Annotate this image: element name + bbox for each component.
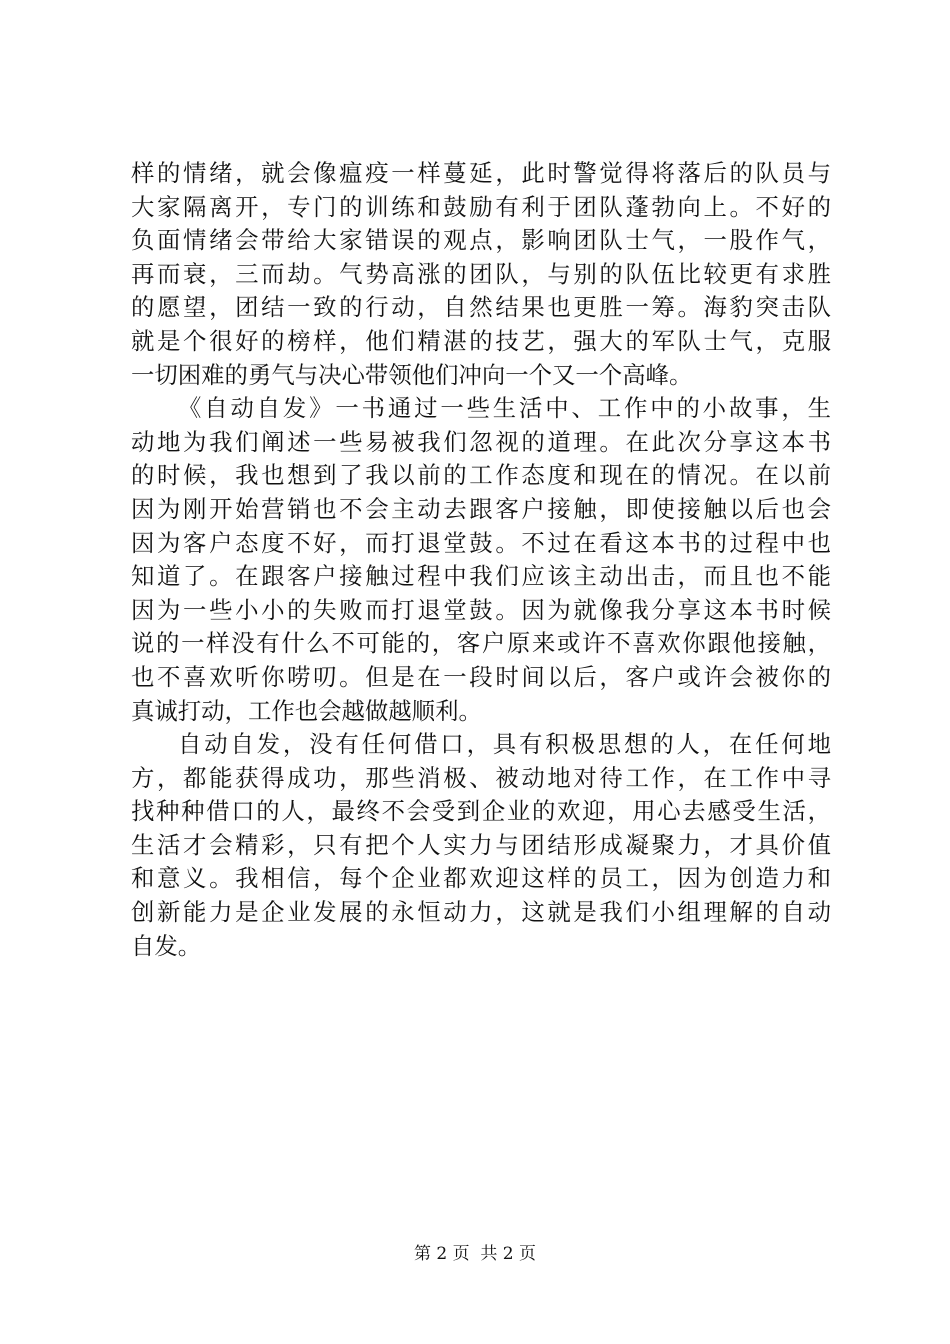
text-line: 说的一样没有什么不可能的，客户原来或许不喜欢你跟他接触， <box>131 629 831 658</box>
text-line: 就是个很好的榜样，他们精湛的技艺，强大的军队士气，克服 <box>131 326 831 355</box>
text-line: 因为客户态度不好，而打退堂鼓。不过在看这本书的过程中也 <box>131 528 831 557</box>
text-line: 再而衰，三而劫。气势高涨的团队，与别的队伍比较更有求胜 <box>131 259 831 288</box>
text-line: 创新能力是企业发展的永恒动力，这就是我们小组理解的自动 <box>131 898 831 927</box>
text-line: 方，都能获得成功，那些消极、被动地对待工作，在工作中寻 <box>131 763 831 792</box>
text-line: 动地为我们阐述一些易被我们忽视的道理。在此次分享这本书 <box>131 427 831 456</box>
text-line: 生活才会精彩，只有把个人实力与团结形成凝聚力，才具价值 <box>131 830 831 859</box>
text-line: 大家隔离开，专门的训练和鼓励有利于团队蓬勃向上。不好的 <box>131 192 831 221</box>
text-line: 找种种借口的人，最终不会受到企业的欢迎，用心去感受生活， <box>131 797 831 826</box>
document-body <box>131 157 831 963</box>
text-line: 《自动自发》一书通过一些生活中、工作中的小故事，生 <box>178 394 831 423</box>
text-line: 也不喜欢听你唠叨。但是在一段时间以后，客户或许会被你的 <box>131 662 831 691</box>
text-line: 的时候，我也想到了我以前的工作态度和现在的情况。在以前 <box>131 461 831 490</box>
text-line: 一切困难的勇气与决心带领他们冲向一个又一个高峰。 <box>131 360 693 389</box>
text-line: 因为刚开始营销也不会主动去跟客户接触，即使接触以后也会 <box>131 494 831 523</box>
text-line: 因为一些小小的失败而打退堂鼓。因为就像我分享这本书时候 <box>131 595 831 624</box>
text-line: 负面情绪会带给大家错误的观点，影响团队士气，一股作气， <box>131 226 831 255</box>
paragraph <box>131 728 831 963</box>
text-line: 自发。 <box>131 931 202 960</box>
text-line: 自动自发，没有任何借口，具有积极思想的人，在任何地 <box>178 730 831 759</box>
text-line: 知道了。在跟客户接触过程中我们应该主动出击，而且也不能 <box>131 562 831 591</box>
page-footer: 第 2 页 共 2 页 <box>413 1244 537 1264</box>
text-line: 样的情绪，就会像瘟疫一样蔓延，此时警觉得将落后的队员与 <box>131 159 831 187</box>
paragraph <box>131 157 831 392</box>
text-line: 的愿望，团结一致的行动，自然结果也更胜一筹。海豹突击队 <box>131 293 831 322</box>
paragraph <box>131 392 831 728</box>
text-line: 真诚打动，工作也会越做越顺利。 <box>131 696 482 725</box>
text-line: 和意义。我相信，每个企业都欢迎这样的员工，因为创造力和 <box>131 864 831 893</box>
